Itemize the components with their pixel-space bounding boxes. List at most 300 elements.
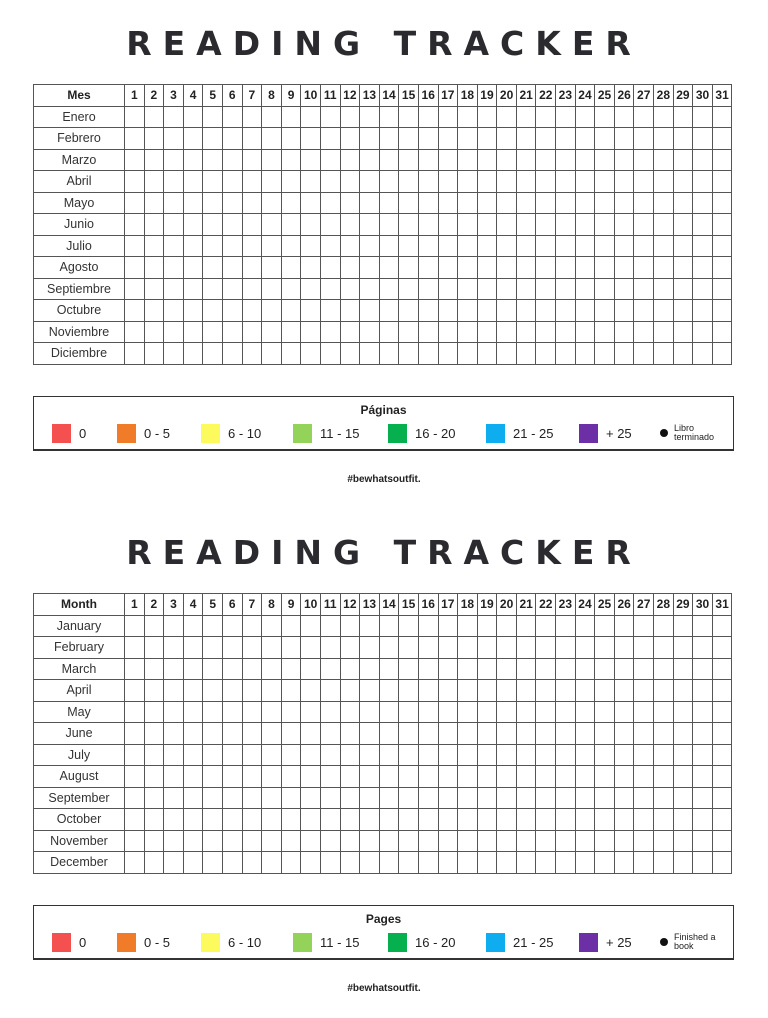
day-cell[interactable] — [301, 321, 321, 343]
day-cell[interactable] — [556, 680, 576, 702]
day-cell[interactable] — [497, 701, 517, 723]
day-cell[interactable] — [242, 300, 262, 322]
day-cell[interactable] — [673, 787, 693, 809]
day-cell[interactable] — [458, 235, 478, 257]
day-cell[interactable] — [595, 171, 615, 193]
day-cell[interactable] — [575, 830, 595, 852]
day-cell[interactable] — [693, 680, 713, 702]
day-cell[interactable] — [203, 321, 223, 343]
day-cell[interactable] — [516, 787, 536, 809]
day-cell[interactable] — [222, 701, 242, 723]
day-cell[interactable] — [203, 343, 223, 365]
day-cell[interactable] — [242, 343, 262, 365]
day-cell[interactable] — [595, 235, 615, 257]
day-cell[interactable] — [634, 106, 654, 128]
day-cell[interactable] — [164, 192, 184, 214]
day-cell[interactable] — [575, 257, 595, 279]
day-cell[interactable] — [164, 680, 184, 702]
day-cell[interactable] — [654, 637, 674, 659]
day-cell[interactable] — [536, 106, 556, 128]
day-cell[interactable] — [418, 214, 438, 236]
day-cell[interactable] — [477, 658, 497, 680]
day-cell[interactable] — [418, 766, 438, 788]
day-cell[interactable] — [556, 214, 576, 236]
day-cell[interactable] — [516, 106, 536, 128]
day-cell[interactable] — [634, 658, 654, 680]
day-cell[interactable] — [673, 744, 693, 766]
day-cell[interactable] — [477, 680, 497, 702]
day-cell[interactable] — [340, 235, 360, 257]
day-cell[interactable] — [497, 343, 517, 365]
day-cell[interactable] — [222, 321, 242, 343]
day-cell[interactable] — [340, 192, 360, 214]
day-cell[interactable] — [340, 615, 360, 637]
day-cell[interactable] — [634, 680, 654, 702]
day-cell[interactable] — [203, 128, 223, 150]
day-cell[interactable] — [379, 149, 399, 171]
day-cell[interactable] — [144, 214, 164, 236]
day-cell[interactable] — [125, 321, 145, 343]
day-cell[interactable] — [497, 852, 517, 874]
day-cell[interactable] — [418, 809, 438, 831]
day-cell[interactable] — [634, 852, 654, 874]
day-cell[interactable] — [438, 852, 458, 874]
day-cell[interactable] — [497, 300, 517, 322]
day-cell[interactable] — [399, 723, 419, 745]
day-cell[interactable] — [144, 637, 164, 659]
day-cell[interactable] — [222, 766, 242, 788]
day-cell[interactable] — [262, 680, 282, 702]
day-cell[interactable] — [497, 680, 517, 702]
day-cell[interactable] — [595, 809, 615, 831]
day-cell[interactable] — [164, 278, 184, 300]
day-cell[interactable] — [203, 852, 223, 874]
day-cell[interactable] — [262, 744, 282, 766]
day-cell[interactable] — [595, 637, 615, 659]
day-cell[interactable] — [262, 300, 282, 322]
day-cell[interactable] — [418, 723, 438, 745]
day-cell[interactable] — [575, 637, 595, 659]
day-cell[interactable] — [516, 852, 536, 874]
day-cell[interactable] — [575, 300, 595, 322]
day-cell[interactable] — [379, 278, 399, 300]
day-cell[interactable] — [281, 744, 301, 766]
day-cell[interactable] — [536, 723, 556, 745]
day-cell[interactable] — [222, 787, 242, 809]
day-cell[interactable] — [379, 852, 399, 874]
day-cell[interactable] — [693, 787, 713, 809]
day-cell[interactable] — [516, 343, 536, 365]
day-cell[interactable] — [536, 278, 556, 300]
day-cell[interactable] — [281, 680, 301, 702]
day-cell[interactable] — [614, 257, 634, 279]
day-cell[interactable] — [301, 658, 321, 680]
day-cell[interactable] — [164, 637, 184, 659]
day-cell[interactable] — [320, 128, 340, 150]
day-cell[interactable] — [379, 214, 399, 236]
day-cell[interactable] — [301, 235, 321, 257]
day-cell[interactable] — [242, 235, 262, 257]
day-cell[interactable] — [536, 235, 556, 257]
day-cell[interactable] — [144, 278, 164, 300]
day-cell[interactable] — [536, 257, 556, 279]
day-cell[interactable] — [595, 149, 615, 171]
day-cell[interactable] — [360, 723, 380, 745]
day-cell[interactable] — [673, 766, 693, 788]
day-cell[interactable] — [575, 787, 595, 809]
day-cell[interactable] — [516, 680, 536, 702]
day-cell[interactable] — [125, 257, 145, 279]
day-cell[interactable] — [281, 787, 301, 809]
day-cell[interactable] — [536, 744, 556, 766]
day-cell[interactable] — [399, 321, 419, 343]
day-cell[interactable] — [242, 680, 262, 702]
day-cell[interactable] — [183, 278, 203, 300]
day-cell[interactable] — [497, 615, 517, 637]
day-cell[interactable] — [673, 321, 693, 343]
day-cell[interactable] — [360, 257, 380, 279]
day-cell[interactable] — [654, 257, 674, 279]
day-cell[interactable] — [634, 701, 654, 723]
day-cell[interactable] — [693, 106, 713, 128]
day-cell[interactable] — [556, 615, 576, 637]
day-cell[interactable] — [556, 300, 576, 322]
day-cell[interactable] — [634, 192, 654, 214]
day-cell[interactable] — [654, 192, 674, 214]
day-cell[interactable] — [203, 766, 223, 788]
day-cell[interactable] — [379, 192, 399, 214]
day-cell[interactable] — [438, 171, 458, 193]
day-cell[interactable] — [673, 192, 693, 214]
day-cell[interactable] — [654, 300, 674, 322]
day-cell[interactable] — [340, 723, 360, 745]
day-cell[interactable] — [262, 830, 282, 852]
day-cell[interactable] — [379, 701, 399, 723]
day-cell[interactable] — [575, 766, 595, 788]
day-cell[interactable] — [340, 149, 360, 171]
day-cell[interactable] — [477, 321, 497, 343]
day-cell[interactable] — [183, 128, 203, 150]
day-cell[interactable] — [712, 343, 732, 365]
day-cell[interactable] — [301, 257, 321, 279]
day-cell[interactable] — [281, 615, 301, 637]
day-cell[interactable] — [595, 214, 615, 236]
day-cell[interactable] — [673, 723, 693, 745]
day-cell[interactable] — [497, 658, 517, 680]
day-cell[interactable] — [458, 701, 478, 723]
day-cell[interactable] — [144, 171, 164, 193]
day-cell[interactable] — [340, 680, 360, 702]
day-cell[interactable] — [144, 766, 164, 788]
day-cell[interactable] — [242, 149, 262, 171]
day-cell[interactable] — [673, 257, 693, 279]
day-cell[interactable] — [693, 744, 713, 766]
day-cell[interactable] — [144, 809, 164, 831]
day-cell[interactable] — [144, 106, 164, 128]
day-cell[interactable] — [281, 235, 301, 257]
day-cell[interactable] — [164, 257, 184, 279]
day-cell[interactable] — [125, 106, 145, 128]
day-cell[interactable] — [712, 637, 732, 659]
day-cell[interactable] — [360, 830, 380, 852]
day-cell[interactable] — [320, 214, 340, 236]
day-cell[interactable] — [183, 300, 203, 322]
day-cell[interactable] — [497, 278, 517, 300]
day-cell[interactable] — [125, 300, 145, 322]
day-cell[interactable] — [360, 343, 380, 365]
day-cell[interactable] — [673, 701, 693, 723]
day-cell[interactable] — [654, 128, 674, 150]
day-cell[interactable] — [654, 701, 674, 723]
day-cell[interactable] — [144, 680, 164, 702]
day-cell[interactable] — [360, 637, 380, 659]
day-cell[interactable] — [614, 680, 634, 702]
day-cell[interactable] — [340, 658, 360, 680]
day-cell[interactable] — [712, 809, 732, 831]
day-cell[interactable] — [438, 321, 458, 343]
day-cell[interactable] — [164, 128, 184, 150]
day-cell[interactable] — [712, 106, 732, 128]
day-cell[interactable] — [654, 723, 674, 745]
day-cell[interactable] — [477, 278, 497, 300]
day-cell[interactable] — [556, 766, 576, 788]
day-cell[interactable] — [516, 637, 536, 659]
day-cell[interactable] — [242, 852, 262, 874]
day-cell[interactable] — [399, 171, 419, 193]
day-cell[interactable] — [654, 171, 674, 193]
day-cell[interactable] — [654, 830, 674, 852]
day-cell[interactable] — [379, 106, 399, 128]
day-cell[interactable] — [516, 300, 536, 322]
day-cell[interactable] — [536, 128, 556, 150]
day-cell[interactable] — [693, 235, 713, 257]
day-cell[interactable] — [281, 257, 301, 279]
day-cell[interactable] — [516, 257, 536, 279]
day-cell[interactable] — [203, 744, 223, 766]
day-cell[interactable] — [242, 787, 262, 809]
day-cell[interactable] — [164, 615, 184, 637]
day-cell[interactable] — [281, 766, 301, 788]
day-cell[interactable] — [399, 809, 419, 831]
day-cell[interactable] — [281, 830, 301, 852]
day-cell[interactable] — [203, 723, 223, 745]
day-cell[interactable] — [164, 321, 184, 343]
day-cell[interactable] — [399, 214, 419, 236]
day-cell[interactable] — [693, 192, 713, 214]
day-cell[interactable] — [301, 192, 321, 214]
day-cell[interactable] — [301, 680, 321, 702]
day-cell[interactable] — [340, 830, 360, 852]
day-cell[interactable] — [242, 723, 262, 745]
day-cell[interactable] — [222, 637, 242, 659]
day-cell[interactable] — [242, 257, 262, 279]
day-cell[interactable] — [379, 809, 399, 831]
day-cell[interactable] — [203, 300, 223, 322]
day-cell[interactable] — [712, 852, 732, 874]
day-cell[interactable] — [556, 106, 576, 128]
day-cell[interactable] — [125, 830, 145, 852]
day-cell[interactable] — [536, 300, 556, 322]
day-cell[interactable] — [477, 257, 497, 279]
day-cell[interactable] — [418, 637, 438, 659]
day-cell[interactable] — [399, 766, 419, 788]
day-cell[interactable] — [595, 830, 615, 852]
day-cell[interactable] — [164, 852, 184, 874]
day-cell[interactable] — [595, 106, 615, 128]
day-cell[interactable] — [320, 766, 340, 788]
day-cell[interactable] — [673, 615, 693, 637]
day-cell[interactable] — [399, 300, 419, 322]
day-cell[interactable] — [301, 701, 321, 723]
day-cell[interactable] — [673, 852, 693, 874]
day-cell[interactable] — [654, 615, 674, 637]
day-cell[interactable] — [183, 257, 203, 279]
day-cell[interactable] — [614, 787, 634, 809]
day-cell[interactable] — [536, 680, 556, 702]
day-cell[interactable] — [301, 214, 321, 236]
day-cell[interactable] — [183, 744, 203, 766]
day-cell[interactable] — [379, 235, 399, 257]
day-cell[interactable] — [203, 257, 223, 279]
day-cell[interactable] — [340, 809, 360, 831]
day-cell[interactable] — [693, 321, 713, 343]
day-cell[interactable] — [418, 278, 438, 300]
day-cell[interactable] — [712, 830, 732, 852]
day-cell[interactable] — [654, 809, 674, 831]
day-cell[interactable] — [438, 192, 458, 214]
day-cell[interactable] — [575, 106, 595, 128]
day-cell[interactable] — [222, 171, 242, 193]
day-cell[interactable] — [536, 766, 556, 788]
day-cell[interactable] — [222, 680, 242, 702]
day-cell[interactable] — [556, 852, 576, 874]
day-cell[interactable] — [203, 615, 223, 637]
day-cell[interactable] — [164, 214, 184, 236]
day-cell[interactable] — [418, 680, 438, 702]
day-cell[interactable] — [379, 658, 399, 680]
day-cell[interactable] — [575, 321, 595, 343]
day-cell[interactable] — [693, 830, 713, 852]
day-cell[interactable] — [634, 830, 654, 852]
day-cell[interactable] — [418, 106, 438, 128]
day-cell[interactable] — [281, 658, 301, 680]
day-cell[interactable] — [164, 830, 184, 852]
day-cell[interactable] — [654, 680, 674, 702]
day-cell[interactable] — [712, 171, 732, 193]
day-cell[interactable] — [497, 214, 517, 236]
day-cell[interactable] — [614, 658, 634, 680]
day-cell[interactable] — [458, 257, 478, 279]
day-cell[interactable] — [673, 680, 693, 702]
day-cell[interactable] — [222, 192, 242, 214]
day-cell[interactable] — [438, 343, 458, 365]
day-cell[interactable] — [144, 723, 164, 745]
day-cell[interactable] — [497, 106, 517, 128]
day-cell[interactable] — [458, 278, 478, 300]
day-cell[interactable] — [164, 658, 184, 680]
day-cell[interactable] — [320, 615, 340, 637]
day-cell[interactable] — [183, 192, 203, 214]
day-cell[interactable] — [242, 192, 262, 214]
day-cell[interactable] — [673, 830, 693, 852]
day-cell[interactable] — [340, 637, 360, 659]
day-cell[interactable] — [399, 787, 419, 809]
day-cell[interactable] — [164, 787, 184, 809]
day-cell[interactable] — [516, 809, 536, 831]
day-cell[interactable] — [183, 701, 203, 723]
day-cell[interactable] — [203, 830, 223, 852]
day-cell[interactable] — [712, 257, 732, 279]
day-cell[interactable] — [595, 701, 615, 723]
day-cell[interactable] — [164, 766, 184, 788]
day-cell[interactable] — [301, 809, 321, 831]
day-cell[interactable] — [262, 235, 282, 257]
day-cell[interactable] — [222, 278, 242, 300]
day-cell[interactable] — [183, 171, 203, 193]
day-cell[interactable] — [340, 852, 360, 874]
day-cell[interactable] — [144, 852, 164, 874]
day-cell[interactable] — [399, 128, 419, 150]
day-cell[interactable] — [634, 321, 654, 343]
day-cell[interactable] — [536, 658, 556, 680]
day-cell[interactable] — [516, 658, 536, 680]
day-cell[interactable] — [575, 852, 595, 874]
day-cell[interactable] — [712, 278, 732, 300]
day-cell[interactable] — [222, 214, 242, 236]
day-cell[interactable] — [301, 343, 321, 365]
day-cell[interactable] — [164, 343, 184, 365]
day-cell[interactable] — [222, 723, 242, 745]
day-cell[interactable] — [458, 852, 478, 874]
day-cell[interactable] — [595, 852, 615, 874]
day-cell[interactable] — [673, 343, 693, 365]
day-cell[interactable] — [281, 809, 301, 831]
day-cell[interactable] — [556, 809, 576, 831]
day-cell[interactable] — [222, 809, 242, 831]
day-cell[interactable] — [614, 214, 634, 236]
day-cell[interactable] — [379, 615, 399, 637]
day-cell[interactable] — [203, 106, 223, 128]
day-cell[interactable] — [673, 171, 693, 193]
day-cell[interactable] — [301, 744, 321, 766]
day-cell[interactable] — [418, 257, 438, 279]
day-cell[interactable] — [575, 744, 595, 766]
day-cell[interactable] — [340, 257, 360, 279]
day-cell[interactable] — [477, 809, 497, 831]
day-cell[interactable] — [458, 128, 478, 150]
day-cell[interactable] — [340, 171, 360, 193]
day-cell[interactable] — [438, 106, 458, 128]
day-cell[interactable] — [301, 766, 321, 788]
day-cell[interactable] — [360, 680, 380, 702]
day-cell[interactable] — [125, 214, 145, 236]
day-cell[interactable] — [477, 701, 497, 723]
day-cell[interactable] — [144, 149, 164, 171]
day-cell[interactable] — [399, 744, 419, 766]
day-cell[interactable] — [125, 766, 145, 788]
day-cell[interactable] — [262, 192, 282, 214]
day-cell[interactable] — [575, 192, 595, 214]
day-cell[interactable] — [360, 701, 380, 723]
day-cell[interactable] — [320, 830, 340, 852]
day-cell[interactable] — [654, 343, 674, 365]
day-cell[interactable] — [399, 343, 419, 365]
day-cell[interactable] — [458, 658, 478, 680]
day-cell[interactable] — [360, 106, 380, 128]
day-cell[interactable] — [477, 149, 497, 171]
day-cell[interactable] — [262, 149, 282, 171]
day-cell[interactable] — [575, 680, 595, 702]
